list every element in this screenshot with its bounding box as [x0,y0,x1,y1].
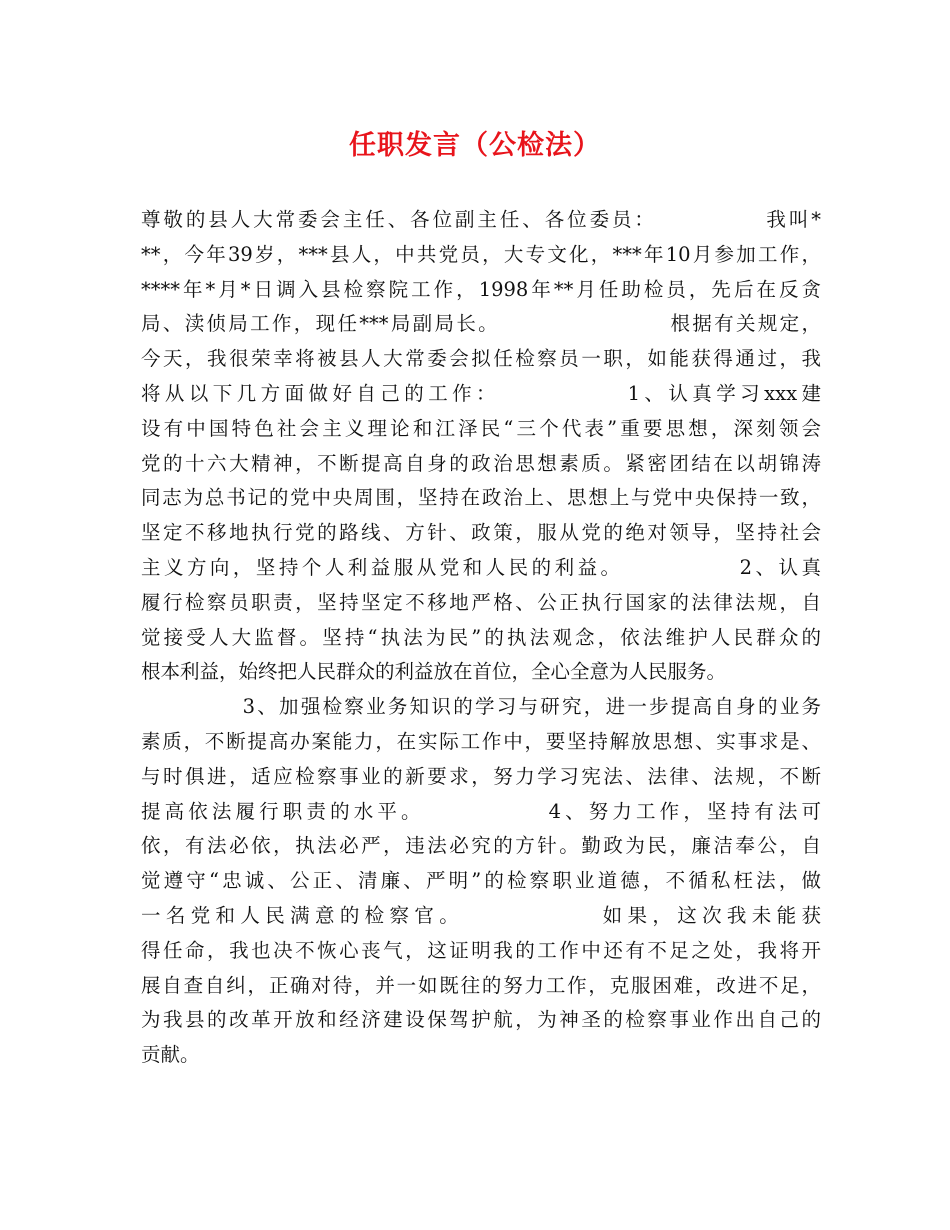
body-line: 得任命，我也决不恢心丧气，这证明我的工作中还有不足之处，我将开 [141,938,821,962]
body-line: 觉接受人大监督。坚持“执法为民”的执法观念，依法维护人民群众的 [141,625,821,649]
body-line: 尊敬的县人大常委会主任、各位副主任、各位委员： 我叫* [141,208,821,231]
body-line: 主义方向，坚持个人利益服从党和人民的利益。 2、认真 [141,555,821,579]
body-line: 依，有法必依，执法必严，违法必究的方针。勤政为民，廉洁奉公，自 [141,834,821,858]
body-line: 根本利益，始终把人民群众的利益放在首位，全心全意为人民服务。 [141,660,727,684]
body-line: 党的十六大精神，不断提高自身的政治思想素质。紧密团结在以胡锦涛 [141,451,821,475]
document-body [141,203,821,1073]
body-line: 同志为总书记的党中央周围，坚持在政治上、思想上与党中央保持一致， [141,486,821,510]
body-line: 履行检察员职责，坚持坚定不移地严格、公正执行国家的法律法规，自 [141,590,821,614]
body-line: 一名党和人民满意的检察官。 如果，这次我未能获 [141,903,821,927]
body-line: 贡献。 [141,1043,200,1067]
body-line: 素质，不断提高办案能力，在实际工作中，要坚持解放思想、实事求是、 [141,729,821,753]
body-line: 今天，我很荣幸将被县人大常委会拟任检察员一职，如能获得通过，我 [141,347,821,371]
body-line: 3、加强检察业务知识的学习与研究，进一步提高自身的业务 [141,695,821,719]
body-line: 局、渎侦局工作，现任***局副局长。 根据有关规定， [141,312,821,336]
body-line: 为我县的改革开放和经济建设保驾护航，为神圣的检察事业作出自己的 [141,1008,821,1032]
body-line: 提高依法履行职责的水平。 4、努力工作，坚持有法可 [141,799,821,823]
body-line: 坚定不移地执行党的路线、方针、政策，服从党的绝对领导，坚持社会 [141,521,821,545]
body-line: ****年*月*日调入县检察院工作，1998年**月任助检员，先后在反贪 [141,277,821,301]
body-line: 与时俱进，适应检察事业的新要求，努力学习宪法、法律、法规，不断 [141,764,821,788]
body-line: 展自查自纠，正确对待，并一如既往的努力工作，克服困难，改进不足， [141,973,821,997]
body-line: **，今年39岁，***县人，中共党员，大专文化，***年10月参加工作， [141,242,821,266]
document-title: 任职发言（公检法） [349,130,601,161]
body-line: 觉遵守“忠诚、公正、清廉、严明”的检察职业道德，不循私枉法，做 [141,869,821,893]
body-line: 设有中国特色社会主义理论和江泽民“三个代表”重要思想，深刻领会 [141,416,821,440]
body-line: 将从以下几方面做好自己的工作： 1、认真学习xxx建 [141,381,821,405]
